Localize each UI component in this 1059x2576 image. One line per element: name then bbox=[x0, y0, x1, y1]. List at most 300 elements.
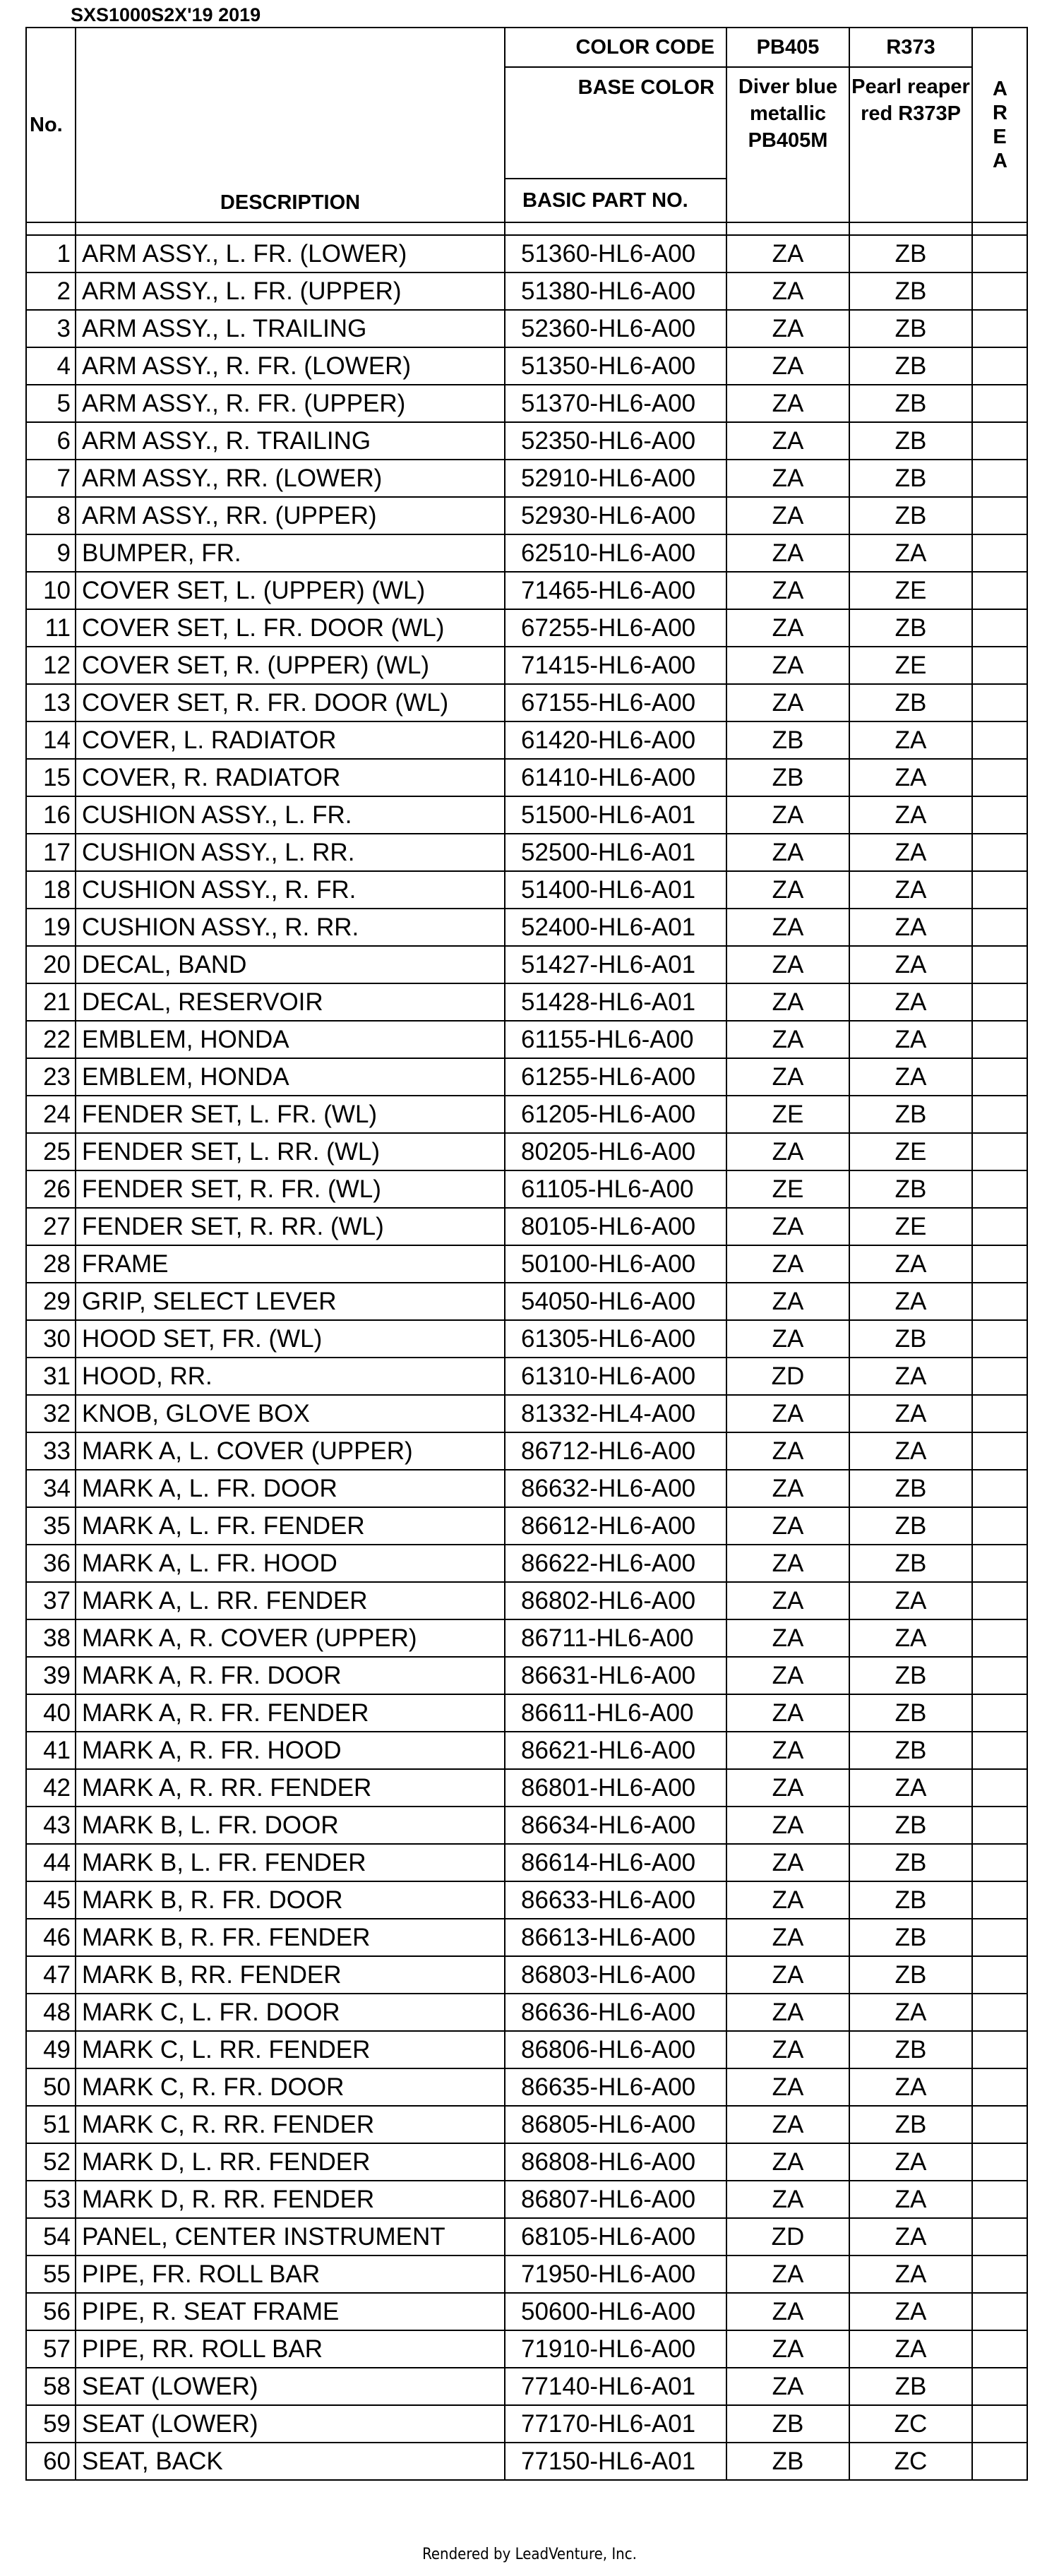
table-row bbox=[26, 1358, 1027, 1395]
row-area bbox=[972, 684, 1027, 721]
table-row bbox=[26, 460, 1027, 497]
row-area bbox=[972, 385, 1027, 422]
row-description: MARK A, L. FR. DOOR bbox=[76, 1470, 505, 1507]
row-basic-part-no: 61205-HL6-A00 bbox=[505, 1096, 726, 1133]
row-number: 31 bbox=[26, 1358, 76, 1395]
row-number: 3 bbox=[26, 310, 76, 347]
row-area bbox=[972, 871, 1027, 909]
row-description: ARM ASSY., R. FR. (UPPER) bbox=[76, 385, 505, 422]
row-description: DECAL, RESERVOIR bbox=[76, 983, 505, 1021]
row-number: 25 bbox=[26, 1133, 76, 1170]
table-row bbox=[26, 946, 1027, 983]
row-description: MARK A, L. FR. HOOD bbox=[76, 1545, 505, 1582]
row-number: 10 bbox=[26, 572, 76, 609]
row-color-code-r373: ZE bbox=[849, 647, 972, 684]
table-row bbox=[26, 310, 1027, 347]
row-color-code-pb405: ZA bbox=[726, 2106, 849, 2143]
table-row bbox=[26, 2031, 1027, 2068]
row-color-code-pb405: ZA bbox=[726, 609, 849, 647]
table-row bbox=[26, 1133, 1027, 1170]
row-color-code-r373: ZB bbox=[849, 347, 972, 385]
row-number: 29 bbox=[26, 1283, 76, 1320]
row-area bbox=[972, 2330, 1027, 2368]
table-row bbox=[26, 647, 1027, 684]
table-row bbox=[26, 1283, 1027, 1320]
row-color-code-pb405: ZA bbox=[726, 946, 849, 983]
row-number: 6 bbox=[26, 422, 76, 460]
row-area bbox=[972, 1395, 1027, 1432]
row-color-code-r373: ZB bbox=[849, 1320, 972, 1358]
row-description: MARK A, R. FR. FENDER bbox=[76, 1694, 505, 1732]
row-number: 16 bbox=[26, 796, 76, 834]
row-color-code-r373: ZB bbox=[849, 684, 972, 721]
row-number: 54 bbox=[26, 2218, 76, 2256]
row-area bbox=[972, 647, 1027, 684]
table-row bbox=[26, 1582, 1027, 1619]
row-description: ARM ASSY., R. TRAILING bbox=[76, 422, 505, 460]
row-area bbox=[972, 1133, 1027, 1170]
row-area bbox=[972, 1245, 1027, 1283]
row-description: ARM ASSY., L. FR. (UPPER) bbox=[76, 272, 505, 310]
header-color-code: COLOR CODE bbox=[505, 28, 726, 67]
header-area: A R E A bbox=[972, 28, 1027, 222]
row-area bbox=[972, 534, 1027, 572]
row-color-code-pb405: ZA bbox=[726, 1432, 849, 1470]
row-area bbox=[972, 2218, 1027, 2256]
header-col-a-code: PB405 bbox=[726, 28, 849, 67]
row-description: DECAL, BAND bbox=[76, 946, 505, 983]
row-description: MARK A, L. RR. FENDER bbox=[76, 1582, 505, 1619]
row-color-code-pb405: ZA bbox=[726, 834, 849, 871]
table-row bbox=[26, 1096, 1027, 1133]
row-description: MARK B, R. FR. DOOR bbox=[76, 1881, 505, 1919]
header-basic-part-no: BASIC PART NO. bbox=[505, 179, 726, 222]
row-area bbox=[972, 460, 1027, 497]
row-number: 24 bbox=[26, 1096, 76, 1133]
row-color-code-r373: ZA bbox=[849, 1021, 972, 1058]
row-color-code-pb405: ZA bbox=[726, 909, 849, 946]
row-description: COVER, R. RADIATOR bbox=[76, 759, 505, 796]
row-number: 51 bbox=[26, 2106, 76, 2143]
row-basic-part-no: 71415-HL6-A00 bbox=[505, 647, 726, 684]
row-color-code-pb405: ZA bbox=[726, 235, 849, 272]
row-number: 17 bbox=[26, 834, 76, 871]
row-basic-part-no: 86711-HL6-A00 bbox=[505, 1619, 726, 1657]
table-row bbox=[26, 1507, 1027, 1545]
row-basic-part-no: 86611-HL6-A00 bbox=[505, 1694, 726, 1732]
row-area bbox=[972, 1694, 1027, 1732]
row-basic-part-no: 77170-HL6-A01 bbox=[505, 2405, 726, 2443]
row-color-code-pb405: ZA bbox=[726, 1844, 849, 1881]
row-description: MARK C, L. RR. FENDER bbox=[76, 2031, 505, 2068]
row-number: 37 bbox=[26, 1582, 76, 1619]
row-area bbox=[972, 1619, 1027, 1657]
row-basic-part-no: 52350-HL6-A00 bbox=[505, 422, 726, 460]
row-description: HOOD SET, FR. (WL) bbox=[76, 1320, 505, 1358]
table-row bbox=[26, 1881, 1027, 1919]
row-color-code-pb405: ZD bbox=[726, 2218, 849, 2256]
row-color-code-r373: ZA bbox=[849, 1619, 972, 1657]
row-number: 57 bbox=[26, 2330, 76, 2368]
row-number: 27 bbox=[26, 1208, 76, 1245]
row-description: PANEL, CENTER INSTRUMENT bbox=[76, 2218, 505, 2256]
row-color-code-pb405: ZA bbox=[726, 310, 849, 347]
row-description: ARM ASSY., L. TRAILING bbox=[76, 310, 505, 347]
row-color-code-pb405: ZA bbox=[726, 1694, 849, 1732]
row-number: 42 bbox=[26, 1769, 76, 1807]
row-basic-part-no: 86612-HL6-A00 bbox=[505, 1507, 726, 1545]
row-basic-part-no: 86808-HL6-A00 bbox=[505, 2143, 726, 2181]
row-description: MARK B, RR. FENDER bbox=[76, 1956, 505, 1994]
row-color-code-r373: ZB bbox=[849, 2368, 972, 2405]
row-color-code-r373: ZA bbox=[849, 1395, 972, 1432]
row-area bbox=[972, 2181, 1027, 2218]
row-color-code-r373: ZB bbox=[849, 1170, 972, 1208]
row-area bbox=[972, 1657, 1027, 1694]
table-row bbox=[26, 272, 1027, 310]
row-color-code-r373: ZB bbox=[849, 1507, 972, 1545]
header-col-a-base: Diver blue metallic PB405M bbox=[726, 67, 849, 222]
row-number: 2 bbox=[26, 272, 76, 310]
row-area bbox=[972, 1507, 1027, 1545]
row-basic-part-no: 71465-HL6-A00 bbox=[505, 572, 726, 609]
row-number: 46 bbox=[26, 1919, 76, 1956]
table-row bbox=[26, 1320, 1027, 1358]
table-row bbox=[26, 347, 1027, 385]
row-color-code-pb405: ZB bbox=[726, 2443, 849, 2480]
row-basic-part-no: 86805-HL6-A00 bbox=[505, 2106, 726, 2143]
row-color-code-r373: ZA bbox=[849, 2068, 972, 2106]
row-description: FENDER SET, R. RR. (WL) bbox=[76, 1208, 505, 1245]
row-basic-part-no: 86633-HL6-A00 bbox=[505, 1881, 726, 1919]
row-color-code-pb405: ZA bbox=[726, 1507, 849, 1545]
row-description: ARM ASSY., RR. (UPPER) bbox=[76, 497, 505, 534]
row-basic-part-no: 61310-HL6-A00 bbox=[505, 1358, 726, 1395]
row-color-code-r373: ZA bbox=[849, 534, 972, 572]
row-number: 34 bbox=[26, 1470, 76, 1507]
row-basic-part-no: 86613-HL6-A00 bbox=[505, 1919, 726, 1956]
row-description: EMBLEM, HONDA bbox=[76, 1021, 505, 1058]
row-color-code-pb405: ZA bbox=[726, 2293, 849, 2330]
table-row bbox=[26, 2405, 1027, 2443]
row-number: 4 bbox=[26, 347, 76, 385]
row-number: 28 bbox=[26, 1245, 76, 1283]
row-area bbox=[972, 796, 1027, 834]
row-color-code-pb405: ZA bbox=[726, 385, 849, 422]
table-row bbox=[26, 2068, 1027, 2106]
row-color-code-pb405: ZB bbox=[726, 721, 849, 759]
row-color-code-pb405: ZA bbox=[726, 1545, 849, 1582]
row-basic-part-no: 51380-HL6-A00 bbox=[505, 272, 726, 310]
row-number: 60 bbox=[26, 2443, 76, 2480]
row-basic-part-no: 50600-HL6-A00 bbox=[505, 2293, 726, 2330]
row-color-code-pb405: ZA bbox=[726, 1021, 849, 1058]
row-area bbox=[972, 347, 1027, 385]
row-basic-part-no: 86632-HL6-A00 bbox=[505, 1470, 726, 1507]
row-area bbox=[972, 310, 1027, 347]
row-description: ARM ASSY., R. FR. (LOWER) bbox=[76, 347, 505, 385]
row-basic-part-no: 52910-HL6-A00 bbox=[505, 460, 726, 497]
row-area bbox=[972, 1470, 1027, 1507]
row-color-code-r373: ZA bbox=[849, 2218, 972, 2256]
header-spacer bbox=[26, 222, 1027, 235]
header-description: DESCRIPTION bbox=[76, 28, 505, 222]
row-color-code-pb405: ZA bbox=[726, 983, 849, 1021]
row-color-code-r373: ZB bbox=[849, 1732, 972, 1769]
row-basic-part-no: 86631-HL6-A00 bbox=[505, 1657, 726, 1694]
row-color-code-pb405: ZA bbox=[726, 1994, 849, 2031]
row-number: 44 bbox=[26, 1844, 76, 1881]
row-area bbox=[972, 1881, 1027, 1919]
row-basic-part-no: 51350-HL6-A00 bbox=[505, 347, 726, 385]
row-description: MARK B, R. FR. FENDER bbox=[76, 1919, 505, 1956]
row-color-code-r373: ZC bbox=[849, 2443, 972, 2480]
row-area bbox=[972, 1432, 1027, 1470]
row-number: 26 bbox=[26, 1170, 76, 1208]
row-area bbox=[972, 1994, 1027, 2031]
row-description: MARK D, L. RR. FENDER bbox=[76, 2143, 505, 2181]
row-color-code-r373: ZA bbox=[849, 2293, 972, 2330]
row-description: KNOB, GLOVE BOX bbox=[76, 1395, 505, 1432]
row-description: ARM ASSY., RR. (LOWER) bbox=[76, 460, 505, 497]
row-color-code-r373: ZA bbox=[849, 2143, 972, 2181]
row-area bbox=[972, 235, 1027, 272]
row-basic-part-no: 61255-HL6-A00 bbox=[505, 1058, 726, 1096]
row-description: MARK A, R. COVER (UPPER) bbox=[76, 1619, 505, 1657]
table-row bbox=[26, 1208, 1027, 1245]
row-color-code-r373: ZB bbox=[849, 609, 972, 647]
row-basic-part-no: 81332-HL4-A00 bbox=[505, 1395, 726, 1432]
row-basic-part-no: 67155-HL6-A00 bbox=[505, 684, 726, 721]
row-number: 48 bbox=[26, 1994, 76, 2031]
table-row bbox=[26, 2143, 1027, 2181]
row-area bbox=[972, 1096, 1027, 1133]
row-description: MARK A, L. COVER (UPPER) bbox=[76, 1432, 505, 1470]
row-color-code-r373: ZA bbox=[849, 1058, 972, 1096]
footer-credit: Rendered by LeadVenture, Inc. bbox=[422, 2546, 637, 2563]
row-description: PIPE, FR. ROLL BAR bbox=[76, 2256, 505, 2293]
row-color-code-r373: ZB bbox=[849, 1694, 972, 1732]
row-area bbox=[972, 1769, 1027, 1807]
row-description: CUSHION ASSY., R. RR. bbox=[76, 909, 505, 946]
row-basic-part-no: 51400-HL6-A01 bbox=[505, 871, 726, 909]
table-row bbox=[26, 2368, 1027, 2405]
table-row bbox=[26, 759, 1027, 796]
row-description: MARK C, R. RR. FENDER bbox=[76, 2106, 505, 2143]
row-color-code-r373: ZB bbox=[849, 235, 972, 272]
row-color-code-r373: ZB bbox=[849, 1470, 972, 1507]
row-area bbox=[972, 2405, 1027, 2443]
row-area bbox=[972, 1058, 1027, 1096]
row-area bbox=[972, 721, 1027, 759]
row-color-code-r373: ZE bbox=[849, 1133, 972, 1170]
table-row bbox=[26, 1395, 1027, 1432]
row-basic-part-no: 86636-HL6-A00 bbox=[505, 1994, 726, 2031]
row-number: 21 bbox=[26, 983, 76, 1021]
row-basic-part-no: 52930-HL6-A00 bbox=[505, 497, 726, 534]
row-basic-part-no: 86807-HL6-A00 bbox=[505, 2181, 726, 2218]
row-basic-part-no: 51370-HL6-A00 bbox=[505, 385, 726, 422]
row-basic-part-no: 61155-HL6-A00 bbox=[505, 1021, 726, 1058]
table-row bbox=[26, 834, 1027, 871]
row-area bbox=[972, 1919, 1027, 1956]
row-color-code-r373: ZB bbox=[849, 1881, 972, 1919]
row-color-code-pb405: ZA bbox=[726, 796, 849, 834]
row-color-code-r373: ZA bbox=[849, 721, 972, 759]
table-row bbox=[26, 1807, 1027, 1844]
table-row bbox=[26, 1545, 1027, 1582]
row-number: 14 bbox=[26, 721, 76, 759]
row-description: CUSHION ASSY., R. FR. bbox=[76, 871, 505, 909]
row-number: 41 bbox=[26, 1732, 76, 1769]
row-description: MARK A, R. FR. HOOD bbox=[76, 1732, 505, 1769]
row-description: CUSHION ASSY., L. RR. bbox=[76, 834, 505, 871]
row-number: 12 bbox=[26, 647, 76, 684]
row-number: 53 bbox=[26, 2181, 76, 2218]
row-description: PIPE, RR. ROLL BAR bbox=[76, 2330, 505, 2368]
row-area bbox=[972, 2293, 1027, 2330]
row-color-code-pb405: ZA bbox=[726, 1582, 849, 1619]
row-color-code-r373: ZA bbox=[849, 834, 972, 871]
row-number: 18 bbox=[26, 871, 76, 909]
row-color-code-pb405: ZD bbox=[726, 1358, 849, 1395]
row-color-code-r373: ZA bbox=[849, 1432, 972, 1470]
row-color-code-r373: ZB bbox=[849, 310, 972, 347]
row-number: 13 bbox=[26, 684, 76, 721]
row-area bbox=[972, 2031, 1027, 2068]
table-row bbox=[26, 1694, 1027, 1732]
row-color-code-pb405: ZA bbox=[726, 1470, 849, 1507]
table-row bbox=[26, 1769, 1027, 1807]
table-row bbox=[26, 2106, 1027, 2143]
row-basic-part-no: 86634-HL6-A00 bbox=[505, 1807, 726, 1844]
row-number: 56 bbox=[26, 2293, 76, 2330]
row-area bbox=[972, 1208, 1027, 1245]
row-basic-part-no: 80205-HL6-A00 bbox=[505, 1133, 726, 1170]
row-color-code-pb405: ZA bbox=[726, 1058, 849, 1096]
row-color-code-r373: ZA bbox=[849, 1358, 972, 1395]
table-row bbox=[26, 871, 1027, 909]
row-number: 9 bbox=[26, 534, 76, 572]
row-basic-part-no: 86621-HL6-A00 bbox=[505, 1732, 726, 1769]
header-no: No. bbox=[26, 28, 76, 222]
row-color-code-r373: ZA bbox=[849, 796, 972, 834]
row-area bbox=[972, 1956, 1027, 1994]
table-row bbox=[26, 1994, 1027, 2031]
row-color-code-r373: ZC bbox=[849, 2405, 972, 2443]
row-number: 43 bbox=[26, 1807, 76, 1844]
row-color-code-r373: ZA bbox=[849, 909, 972, 946]
row-basic-part-no: 52360-HL6-A00 bbox=[505, 310, 726, 347]
row-description: SEAT (LOWER) bbox=[76, 2368, 505, 2405]
row-color-code-pb405: ZA bbox=[726, 1769, 849, 1807]
row-description: SEAT, BACK bbox=[76, 2443, 505, 2480]
row-number: 36 bbox=[26, 1545, 76, 1582]
row-area bbox=[972, 422, 1027, 460]
row-description: MARK A, R. RR. FENDER bbox=[76, 1769, 505, 1807]
table-row bbox=[26, 909, 1027, 946]
row-area bbox=[972, 1807, 1027, 1844]
row-color-code-r373: ZB bbox=[849, 1844, 972, 1881]
table-row bbox=[26, 385, 1027, 422]
row-color-code-r373: ZB bbox=[849, 1657, 972, 1694]
row-color-code-pb405: ZA bbox=[726, 1208, 849, 1245]
row-basic-part-no: 77150-HL6-A01 bbox=[505, 2443, 726, 2480]
row-color-code-r373: ZA bbox=[849, 871, 972, 909]
row-number: 23 bbox=[26, 1058, 76, 1096]
row-basic-part-no: 67255-HL6-A00 bbox=[505, 609, 726, 647]
row-number: 8 bbox=[26, 497, 76, 534]
row-color-code-pb405: ZA bbox=[726, 347, 849, 385]
row-area bbox=[972, 2368, 1027, 2405]
table-row bbox=[26, 497, 1027, 534]
row-color-code-pb405: ZA bbox=[726, 2068, 849, 2106]
row-color-code-pb405: ZA bbox=[726, 1732, 849, 1769]
row-basic-part-no: 61305-HL6-A00 bbox=[505, 1320, 726, 1358]
row-color-code-r373: ZA bbox=[849, 2256, 972, 2293]
row-area bbox=[972, 1170, 1027, 1208]
table-row bbox=[26, 2181, 1027, 2218]
row-color-code-r373: ZE bbox=[849, 1208, 972, 1245]
row-color-code-pb405: ZA bbox=[726, 1881, 849, 1919]
row-number: 45 bbox=[26, 1881, 76, 1919]
table-row bbox=[26, 1245, 1027, 1283]
row-description: HOOD, RR. bbox=[76, 1358, 505, 1395]
row-basic-part-no: 54050-HL6-A00 bbox=[505, 1283, 726, 1320]
row-basic-part-no: 61420-HL6-A00 bbox=[505, 721, 726, 759]
row-number: 35 bbox=[26, 1507, 76, 1545]
row-color-code-pb405: ZB bbox=[726, 759, 849, 796]
table-row bbox=[26, 796, 1027, 834]
row-color-code-pb405: ZA bbox=[726, 460, 849, 497]
row-color-code-pb405: ZA bbox=[726, 1807, 849, 1844]
row-color-code-pb405: ZA bbox=[726, 2256, 849, 2293]
table-row bbox=[26, 2443, 1027, 2480]
table-row bbox=[26, 2256, 1027, 2293]
row-number: 19 bbox=[26, 909, 76, 946]
table-row bbox=[26, 2293, 1027, 2330]
row-description: COVER SET, L. FR. DOOR (WL) bbox=[76, 609, 505, 647]
row-area bbox=[972, 909, 1027, 946]
row-description: MARK B, L. FR. DOOR bbox=[76, 1807, 505, 1844]
row-description: GRIP, SELECT LEVER bbox=[76, 1283, 505, 1320]
row-color-code-pb405: ZA bbox=[726, 1320, 849, 1358]
row-color-code-pb405: ZA bbox=[726, 1245, 849, 1283]
row-color-code-pb405: ZA bbox=[726, 684, 849, 721]
row-area bbox=[972, 1320, 1027, 1358]
row-basic-part-no: 86806-HL6-A00 bbox=[505, 2031, 726, 2068]
row-description: FENDER SET, L. FR. (WL) bbox=[76, 1096, 505, 1133]
row-number: 33 bbox=[26, 1432, 76, 1470]
row-basic-part-no: 86801-HL6-A00 bbox=[505, 1769, 726, 1807]
row-color-code-r373: ZB bbox=[849, 272, 972, 310]
table-row bbox=[26, 1657, 1027, 1694]
row-number: 7 bbox=[26, 460, 76, 497]
row-description: MARK C, L. FR. DOOR bbox=[76, 1994, 505, 2031]
header-base-color: BASE COLOR bbox=[505, 67, 726, 179]
row-basic-part-no: 61410-HL6-A00 bbox=[505, 759, 726, 796]
row-color-code-pb405: ZE bbox=[726, 1096, 849, 1133]
row-area bbox=[972, 2106, 1027, 2143]
row-description: MARK D, R. RR. FENDER bbox=[76, 2181, 505, 2218]
row-area bbox=[972, 983, 1027, 1021]
table-row bbox=[26, 609, 1027, 647]
row-color-code-r373: ZA bbox=[849, 1245, 972, 1283]
row-basic-part-no: 51428-HL6-A01 bbox=[505, 983, 726, 1021]
table-row bbox=[26, 1170, 1027, 1208]
row-description: MARK A, L. FR. FENDER bbox=[76, 1507, 505, 1545]
table-row bbox=[26, 2330, 1027, 2368]
